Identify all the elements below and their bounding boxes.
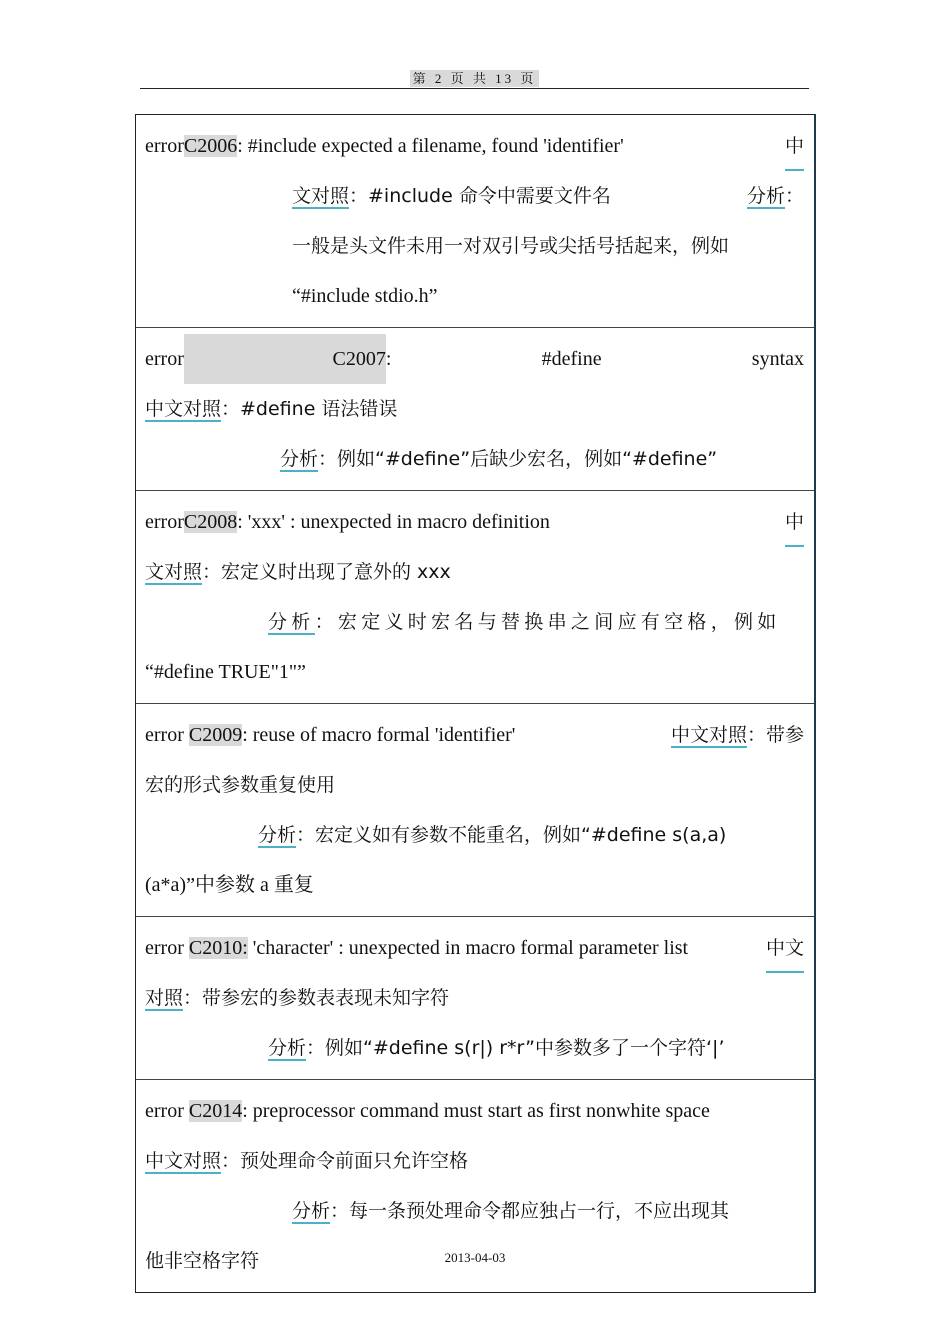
- error-message-word: syntax: [751, 348, 804, 370]
- error-entry-c2008: [136, 490, 814, 703]
- error-code: C2010:: [188, 937, 248, 959]
- chinese-translation: ：宏定义时出现了意外的 xxx: [202, 561, 451, 583]
- chinese-label: 中文对照: [145, 1150, 222, 1172]
- entry-line: [145, 121, 804, 171]
- analysis-example: (a*a)”中参数 a 重复: [145, 874, 314, 896]
- error-message: : preprocessor command must start as first nonwhite space: [242, 1100, 710, 1122]
- chinese-translation: 宏的形式参数重复使用: [145, 774, 336, 796]
- error-code: C2009: [188, 724, 243, 746]
- error-message: : reuse of macro formal 'identifier': [242, 724, 516, 746]
- error-code: C2008: [183, 511, 238, 533]
- entry-line: [145, 384, 804, 434]
- entry-line: [145, 1086, 804, 1136]
- entry-line: [145, 923, 804, 973]
- error-entry-c2009: [136, 703, 814, 916]
- error-entry-c2006: [136, 115, 814, 327]
- error-word: error: [145, 511, 184, 533]
- entry-line-left: [145, 334, 391, 384]
- analysis-example: “#define TRUE"1"”: [145, 661, 306, 683]
- chinese-label-fragment: 中: [785, 497, 804, 547]
- entry-line: [145, 1136, 804, 1186]
- chinese-label-fragment: 中文: [766, 923, 804, 973]
- error-word: error: [145, 1100, 184, 1122]
- entry-line-left: [292, 171, 611, 221]
- entry-line: [145, 973, 804, 1023]
- analysis-label-group: [747, 171, 804, 221]
- error-message: : #include expected a filename, found 'identifier': [237, 135, 624, 157]
- entry-line: [145, 710, 804, 760]
- entry-line: [145, 171, 804, 221]
- error-message: :: [385, 348, 392, 370]
- error-entry-c2007: [136, 327, 814, 490]
- analysis-example: “#include stdio.h”: [292, 285, 438, 307]
- entry-line: [145, 334, 804, 384]
- analysis-text: ：每一条预处理命令都应独占一行，不应出现其: [330, 1200, 730, 1222]
- entry-line: [145, 434, 804, 484]
- error-word: error: [145, 135, 184, 157]
- chinese-translation: ：#define 语法错误: [221, 398, 398, 420]
- entry-line-left: [145, 497, 550, 547]
- analysis-label: 分析: [268, 1037, 307, 1059]
- analysis-label: 分析: [268, 611, 315, 633]
- analysis-text: 他非空格字符: [145, 1250, 260, 1272]
- entry-line: [145, 810, 804, 860]
- error-entry-c2010: [136, 916, 814, 1079]
- analysis-text: ：例如“#define”后缺少宏名，例如“#define”: [318, 448, 718, 470]
- analysis-text: ：宏定义时宏名与替换串之间应有空格，例如: [314, 611, 781, 633]
- chinese-label-fragment: 中: [785, 121, 804, 171]
- analysis-label: 分析: [280, 448, 319, 470]
- error-word: error: [145, 724, 184, 746]
- error-message: : 'xxx' : unexpected in macro definition: [237, 511, 550, 533]
- chinese-translation: ：带参: [746, 724, 804, 746]
- entry-line: [145, 1186, 804, 1236]
- page-header: [140, 68, 809, 89]
- entry-line: [145, 1023, 804, 1073]
- analysis-text: ：宏定义如有参数不能重名，例如“#define s(a,a): [296, 824, 727, 846]
- error-word: error: [145, 937, 184, 959]
- chinese-label-fragment: 文对照: [292, 185, 350, 207]
- page-number-label: 第 2 页 共 13 页: [410, 70, 540, 87]
- chinese-label-fragment: 对照: [145, 987, 184, 1009]
- error-table: [135, 114, 816, 1293]
- chinese-label: 中文对照: [670, 724, 747, 746]
- analysis-label: 分析: [292, 1200, 331, 1222]
- analysis-text: ：例如“#define s(r|) r*r”中参数多了一个字符‘|’: [306, 1037, 725, 1059]
- chinese-label-group: [671, 710, 804, 760]
- error-code: C2006: [183, 135, 238, 157]
- entry-line: [145, 547, 804, 597]
- chinese-translation: ：带参宏的参数表表现未知字符: [183, 987, 450, 1009]
- error-code: C2007: [184, 334, 386, 384]
- error-message: 'character' : unexpected in macro formal parameter list: [247, 937, 689, 959]
- error-code: C2014: [188, 1100, 243, 1122]
- analysis-colon: ：: [784, 185, 804, 207]
- entry-line-left: [145, 710, 515, 760]
- entry-line: [145, 597, 804, 647]
- error-message-word: #define: [541, 348, 602, 370]
- chinese-translation: ：#include 命令中需要文件名: [349, 185, 611, 207]
- chinese-translation: ：预处理命令前面只允许空格: [221, 1150, 469, 1172]
- chinese-label: 中文对照: [145, 398, 222, 420]
- entry-line-left: [145, 923, 688, 973]
- chinese-label-fragment: 文对照: [145, 561, 203, 583]
- entry-line: [145, 497, 804, 547]
- analysis-label: 分析: [746, 185, 785, 207]
- analysis-text: 一般是头文件未用一对双引号或尖括号括起来，例如: [292, 235, 730, 257]
- error-word: error: [145, 348, 184, 370]
- page-footer-date: 2013-04-03: [444, 1250, 506, 1265]
- analysis-label: 分析: [258, 824, 297, 846]
- entry-line-left: [145, 121, 624, 171]
